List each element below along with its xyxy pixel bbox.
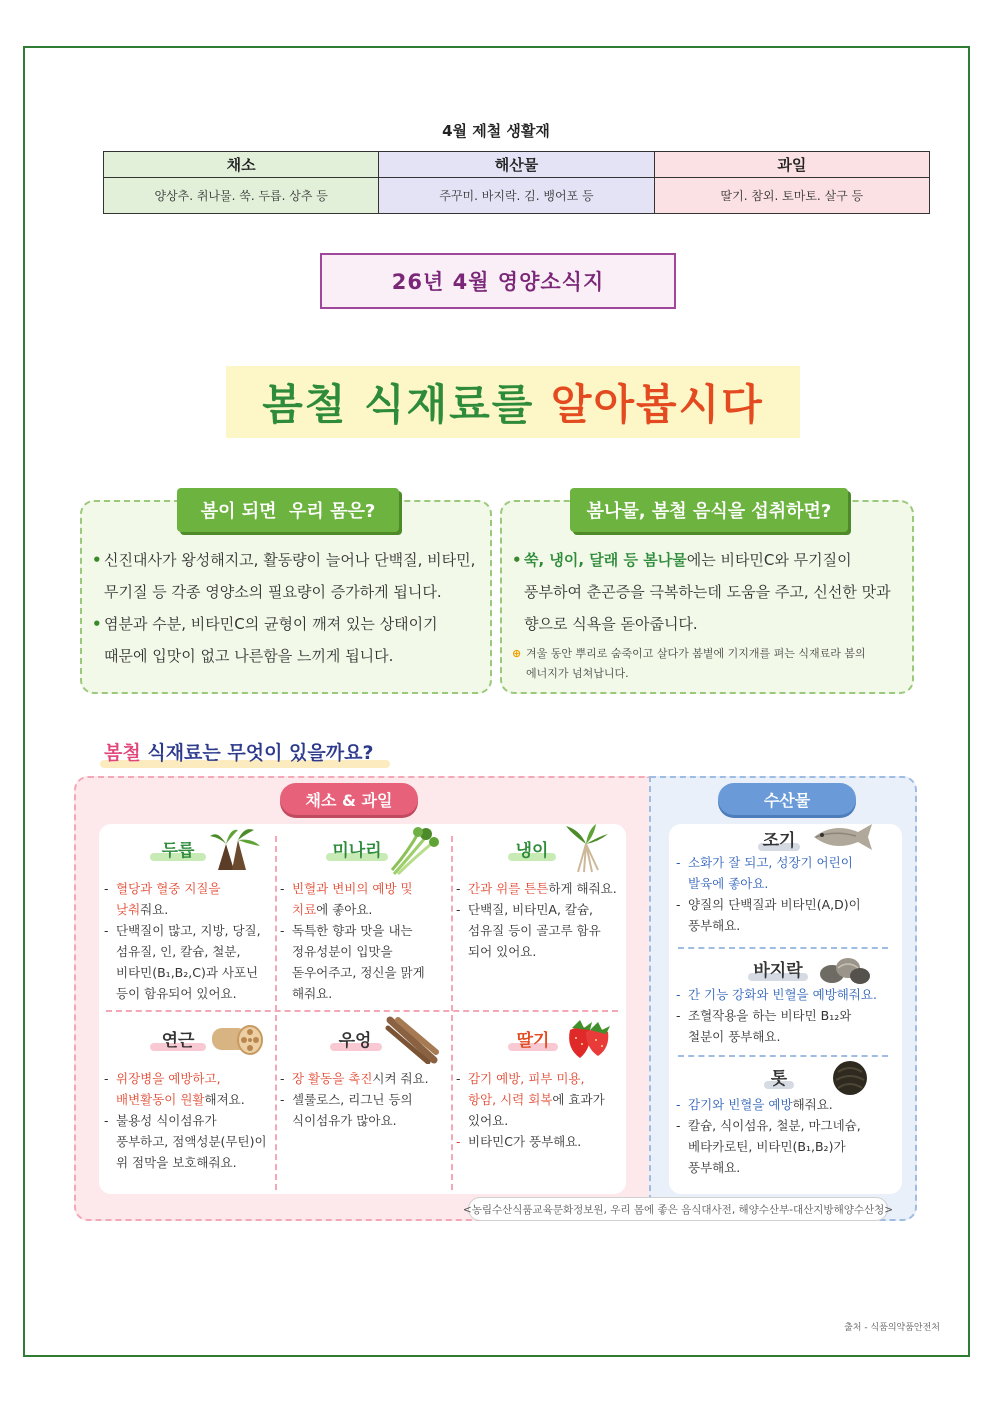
divider (678, 1055, 888, 1057)
text-line: 에 효과가 (552, 1092, 605, 1107)
footer-note: 출처 - 식품의약품안전처 (844, 1323, 940, 1333)
item-name-jogi: 조기 (762, 831, 796, 851)
lotus-root-icon (208, 1018, 264, 1058)
item-desc-ttalgi: - 감기 예방, 피부 미용, 항암, 시력 회복에 효과가 있어요. - 비타민C가 풍부해요. (456, 1068, 628, 1152)
info-body-right (512, 544, 904, 684)
season-cell-fruit: 딸기. 참외. 토마토. 살구 등 (654, 178, 929, 214)
divider (678, 947, 888, 949)
clam-icon (818, 952, 872, 986)
info-tab-spring-greens: 봄나물, 봄철 음식을 섭취하면? (570, 488, 848, 532)
text-line: 해져요. (204, 1092, 245, 1107)
text-line: 에는 비타민C와 무기질이 (686, 551, 852, 569)
text-line: 신진대사가 왕성해지고, 활동량이 늘어나 단백질, 비타민, (104, 551, 476, 569)
item-desc-naengi: - 간과 위를 튼튼하게 해줘요. - 단백질, 비타민A, 칼슘, 섬유질 등이 골고루 함유 되어 있어요. (456, 878, 628, 962)
item-desc-ueong: - 장 활동을 촉진시켜 줘요. - 셀룰로스, 리그닌 등의 식이섬유가 많아요. (280, 1068, 452, 1131)
bullet-line (512, 544, 904, 576)
text-line: 등이 함유되어 있어요. (116, 986, 237, 1001)
text-line: 되어 있어요. (468, 944, 537, 959)
text-line: 항암, 시력 회복 (468, 1092, 553, 1107)
item-desc-yeongeun: - 위장병을 예방하고, 배변활동이 원활해져요. - 불용성 식이섬유가 풍부하고, 점액성분(무틴)이 위 점막을 보호해줘요. (104, 1068, 276, 1173)
text-line: 셀룰로스, 리그닌 등의 (292, 1092, 413, 1107)
item-name-bajirak: 바지락 (753, 961, 803, 981)
minari-icon (390, 826, 440, 876)
text-line: 풍부하여 춘곤증을 극복하는데 도움을 주고, 신선한 맛과 (524, 583, 891, 601)
divider (106, 1010, 618, 1012)
text-line: 빈혈과 변비의 예방 및 (292, 881, 413, 896)
text-line: 시켜 줘요. (372, 1071, 429, 1086)
text-line: 해줘요. (792, 1097, 833, 1112)
season-table-title: 4월 제철 생활재 (442, 122, 550, 140)
text-line: 배변활동이 원활 (116, 1092, 205, 1107)
text-line: 불용성 식이섬유가 (116, 1113, 217, 1128)
bullet-line (92, 544, 482, 576)
item-desc-tot: - 감기와 빈혈을 예방해줘요. - 칼슘, 식이섬유, 철분, 마그네슘, 베타카로틴, 비타민(B₁,B₂)가 풍부해요. (676, 1094, 902, 1178)
text-line: 간과 위를 튼튼 (468, 881, 549, 896)
info-body-left (92, 544, 482, 672)
note-line: 에너지가 넘쳐납니다. (526, 667, 629, 680)
text-line: 위장병을 예방하고, (116, 1071, 221, 1086)
item-desc-durup: - 혈당과 혈중 지질을 낮춰줘요. - 단백질이 많고, 지방, 당질, 섬유질, 인, 칼슘, 철분, 비타민(B₁,B₂,C)과 사포닌 등이 함유되어 있어요. (104, 878, 276, 1004)
text-line: 섬유질, 인, 칼슘, 철분, (116, 944, 241, 959)
text-line: 비타민(B₁,B₂,C)과 사포닌 (116, 965, 259, 980)
season-cell-seafood: 주꾸미. 바지락. 김. 뱅어포 등 (379, 178, 654, 214)
item-name-tot: 톳 (770, 1069, 788, 1089)
text-line: 무기질 등 각종 영양소의 필요량이 증가하게 됩니다. (104, 583, 442, 601)
source-citation: <농림수산식품교육문화정보원, 우리 몸에 좋은 음식대사전, 해양수산부-대산지방해양수산청> (468, 1197, 888, 1221)
text-line: 치료 (292, 902, 317, 917)
text-line: 풍부해요. (688, 1160, 741, 1175)
item-name-yeongeun: 연근 (161, 1031, 195, 1051)
bullet-dot-icon: • (92, 551, 102, 569)
text-line: 간 기능 강화와 빈혈을 예방해줘요. (688, 987, 877, 1002)
text-line: 혈당과 혈중 지질을 (116, 881, 221, 896)
item-name-durup: 두릅 (161, 841, 195, 861)
text-line: 섬유질 등이 골고루 함유 (468, 923, 601, 938)
info-panel-spring-greens (500, 500, 914, 694)
text-line: 발육에 좋아요. (688, 876, 769, 891)
banner-part1: 봄철 식재료를 (262, 380, 551, 429)
item-name-minari: 미나리 (332, 841, 382, 861)
burdock-icon (384, 1016, 440, 1064)
text-line: 때문에 입맛이 없고 나른함을 느끼게 됩니다. (104, 647, 394, 665)
item-name-ueong: 우엉 (338, 1031, 372, 1051)
text-line: 감기 예방, 피부 미용, (468, 1071, 585, 1086)
text-line: 돋우어주고, 정신을 맑게 (292, 965, 425, 980)
plus-icon: ⊕ (512, 647, 522, 660)
text-line: 낮춰 (116, 902, 141, 917)
bullet-line (92, 608, 482, 640)
season-header-seafood: 해산물 (379, 152, 654, 178)
banner-part2: 알아봅시다 (550, 380, 764, 429)
season-header-fruit: 과일 (654, 152, 929, 178)
text-line: 에 좋아요. (316, 902, 373, 917)
bullet-dot-icon: • (512, 551, 522, 569)
text-line: 해줘요. (292, 986, 333, 1001)
text-line: 칼슘, 식이섬유, 철분, 마그네슘, (688, 1118, 861, 1133)
text-line: 장 활동을 촉진 (292, 1071, 373, 1086)
text-line: 풍부하고, 점액성분(무틴)이 (116, 1134, 267, 1149)
text-line: 감기와 빈혈을 예방 (688, 1097, 793, 1112)
info-tab-body: 봄이 되면 우리 몸은? (177, 488, 399, 532)
text-line: 조혈작용을 하는 비타민 B₁₂와 (688, 1008, 852, 1023)
text-line: 위 점막을 보호해줘요. (116, 1155, 237, 1170)
season-cell-veg: 양상추. 취나물. 쑥. 두릅. 상추 등 (104, 178, 379, 214)
item-name-naengi: 냉이 (515, 841, 549, 861)
text-line: 염분과 수분, 비타민C의 균형이 깨져 있는 상태이기 (104, 615, 438, 633)
section-heading (104, 738, 373, 765)
fish-icon (810, 820, 874, 854)
info-panel-body (80, 500, 492, 694)
seaweed-icon (828, 1058, 872, 1098)
text-line: 양질의 단백질과 비타민(A,D)이 (688, 897, 861, 912)
heading-rest: 식재료는 무엇이 있을까요? (140, 742, 374, 764)
text-line: 독특한 향과 맛을 내는 (292, 923, 413, 938)
tab-seafood: 수산물 (718, 783, 856, 815)
text-line: 단백질이 많고, 지방, 당질, (116, 923, 261, 938)
banner-title (226, 366, 800, 438)
naengi-icon (562, 824, 610, 874)
season-table (103, 151, 930, 214)
heading-pink: 봄철 (104, 742, 141, 764)
highlight-text: 쑥, 냉이, 달래 등 봄나물 (524, 551, 687, 569)
text-line: 철분이 풍부해요. (688, 1029, 781, 1044)
season-header-veg: 채소 (104, 152, 379, 178)
text-line: 정유성분이 입맛을 (292, 944, 393, 959)
strawberry-icon (562, 1014, 614, 1060)
tab-veg-fruit: 채소 & 과일 (280, 783, 418, 815)
text-line: 베타카로틴, 비타민(B₁,B₂)가 (688, 1139, 846, 1154)
item-desc-bajirak: - 간 기능 강화와 빈혈을 예방해줘요. - 조혈작용을 하는 비타민 B₁₂와 철분이 풍부해요. (676, 984, 902, 1047)
text-line: 줘요. (140, 902, 169, 917)
bullet-dot-icon: • (92, 615, 102, 633)
note-line: 겨울 동안 뿌리로 숨죽이고 살다가 봄볕에 기지개를 펴는 식재료라 봄의 (526, 647, 866, 660)
item-desc-minari: - 빈혈과 변비의 예방 및 치료에 좋아요. - 독특한 향과 맛을 내는 정유성분이 입맛을 돋우어주고, 정신을 맑게 해줘요. (280, 878, 452, 1004)
text-line: 식이섬유가 많아요. (292, 1113, 397, 1128)
newsletter-title: 26년 4월 영양소식지 (320, 253, 676, 309)
text-line: 소화가 잘 되고, 성장기 어린이 (688, 855, 853, 870)
text-line: 향으로 식욕을 돋아줍니다. (524, 615, 698, 633)
text-line: 비타민C가 풍부해요. (468, 1134, 582, 1149)
note (512, 644, 904, 684)
item-desc-jogi: - 소화가 잘 되고, 성장기 어린이 발육에 좋아요. - 양질의 단백질과 비타민(A,D)이 풍부해요. (676, 852, 902, 936)
durup-icon (208, 826, 262, 872)
text-line: 풍부해요. (688, 918, 741, 933)
item-name-ttalgi: 딸기 (516, 1031, 550, 1051)
text-line: 있어요. (468, 1113, 509, 1128)
text-line: 하게 해줘요. (548, 881, 617, 896)
text-line: 단백질, 비타민A, 칼슘, (468, 902, 594, 917)
